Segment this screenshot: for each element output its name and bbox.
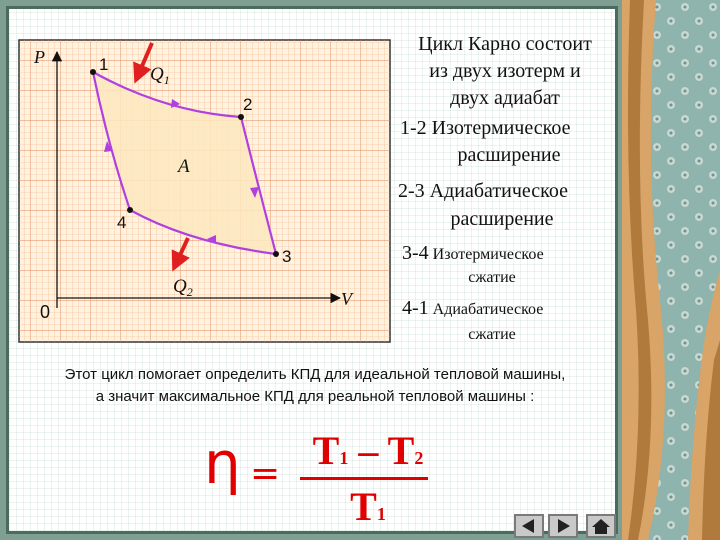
decorative-curtain: [622, 0, 720, 540]
step-3-4-label-line-2: сжатие: [468, 269, 516, 286]
next-slide-button[interactable]: [548, 514, 578, 538]
cycle-title-line-3: двух адиабат: [450, 87, 560, 109]
formula-denominator: T1: [350, 484, 386, 529]
step-2-3-label-line-2: расширение: [450, 208, 554, 230]
point-2-label: 2: [243, 95, 253, 114]
fraction-bar: [300, 477, 428, 480]
home-slide-button[interactable]: [586, 514, 616, 538]
step-1-2-label: 1-2 Изотермическое: [400, 117, 571, 139]
point-2-marker: [238, 114, 244, 120]
step-4-1-label: 4-1 Адиабатическое: [402, 297, 544, 319]
v-axis-label: V: [341, 289, 352, 309]
point-1-marker: [90, 69, 96, 75]
pv-diagram: [0, 0, 400, 345]
formula-numerator: T1 – T2: [312, 428, 424, 473]
point-3-label: 3: [282, 247, 292, 266]
origin-label: 0: [40, 302, 51, 322]
step-3-4-label: 3-4 Изотермическое: [402, 242, 544, 264]
point-3-marker: [273, 251, 279, 257]
eta-symbol: η: [204, 429, 241, 497]
next-arrow-icon: [550, 516, 576, 536]
step-1-2-label-line-2: расширение: [457, 144, 561, 166]
p-axis-label: P: [34, 47, 45, 67]
heat-in-label: $Q_1$: [150, 64, 170, 87]
prev-slide-button[interactable]: [514, 514, 544, 538]
point-4-label: 4: [117, 213, 127, 232]
heat-out-label: $Q_2$: [173, 276, 193, 299]
explanation-line-1: Этот цикл помогает определить КПД для идеальной тепловой машины,: [64, 366, 566, 383]
explanation-line-2: а значит максимальное КПД для реальной тепловой машины :: [95, 388, 535, 405]
home-icon: [588, 516, 614, 536]
step-4-1-label-line-2: сжатие: [468, 326, 516, 343]
equals-sign: =: [250, 453, 281, 494]
work-label: A: [178, 156, 190, 177]
prev-arrow-icon: [516, 516, 542, 536]
point-4-marker: [127, 207, 133, 213]
step-2-3-label: 2-3 Адиабатическое: [398, 180, 568, 202]
cycle-title-line-1: Цикл Карно состоит: [418, 33, 592, 55]
point-1-label: 1: [99, 55, 109, 74]
cycle-title-line-2: из двух изотерм и: [429, 60, 581, 82]
